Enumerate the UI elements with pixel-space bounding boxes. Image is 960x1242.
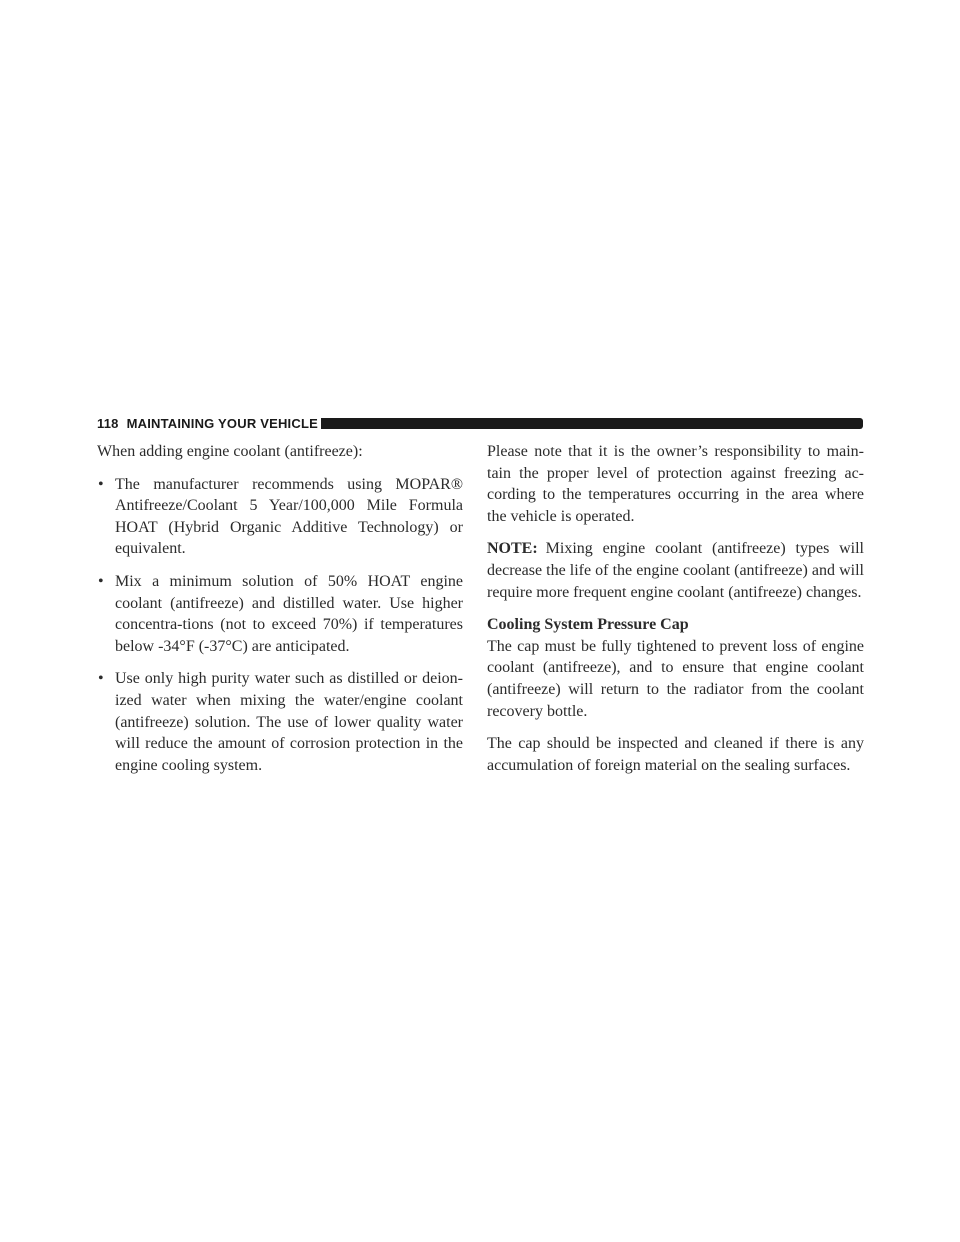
- header-text: [97, 415, 318, 433]
- left-column: [97, 441, 463, 787]
- coolant-bullet-list: [97, 474, 463, 777]
- intro-text: When adding engine coolant (antifreeze):: [97, 443, 363, 460]
- list-item: [97, 668, 463, 776]
- bullet-icon: •: [98, 572, 104, 590]
- right-column: [487, 441, 864, 787]
- page-header: [97, 415, 863, 433]
- inspection-paragraph: The cap should be inspected and cleaned if there is any accumulation of foreign material on the sealing surfaces.: [487, 735, 864, 774]
- section-subheading: Cooling System Pressure Cap: [487, 616, 689, 634]
- header-rule: [321, 418, 863, 429]
- list-item: [97, 571, 463, 657]
- list-item-text: Use only high purity water such as distilled or deion-ized water when mixing the water/engine coolant (antifreeze) solution. The use of lower quality water will reduce the amount of corrosion protection in the engine cooling system.: [115, 670, 463, 774]
- note-text: Mixing engine coolant (antifreeze) types will decrease the life of the engine coolant (antifreeze) and will require more frequent engine coolant (antifreeze) changes.: [487, 540, 864, 601]
- list-item: [97, 474, 463, 560]
- bullet-icon: •: [98, 670, 104, 688]
- list-item-text: The manufacturer recommends using MOPAR® Antifreeze/Coolant 5 Year/100,000 Mile Formula HOAT (Hybrid Organic Additive Technology) or equivalent.: [115, 475, 463, 558]
- page-number: 118: [97, 416, 119, 431]
- pressure-cap-paragraph: The cap must be fully tightened to prevent loss of engine coolant (antifreeze), and to ensure that engine coolant (antifreeze) will return to the radiator from the coolant recovery bottle.: [487, 637, 864, 720]
- note-label: NOTE:: [487, 540, 538, 558]
- responsibility-paragraph: Please note that it is the owner’s responsibility to main-tain the proper level of protection against freezing ac-cording to the temperatures occurring in the area where the vehicle is operated.: [487, 443, 864, 525]
- section-title: MAINTAINING YOUR VEHICLE: [126, 416, 318, 431]
- bullet-icon: •: [98, 475, 104, 493]
- list-item-text: Mix a minimum solution of 50% HOAT engine coolant (antifreeze) and distilled water. Use higher concentra-tions (not to exceed 70%) if temperatures below -34°F (-37°C) are anticipated.: [115, 572, 463, 655]
- note-paragraph: [487, 538, 864, 603]
